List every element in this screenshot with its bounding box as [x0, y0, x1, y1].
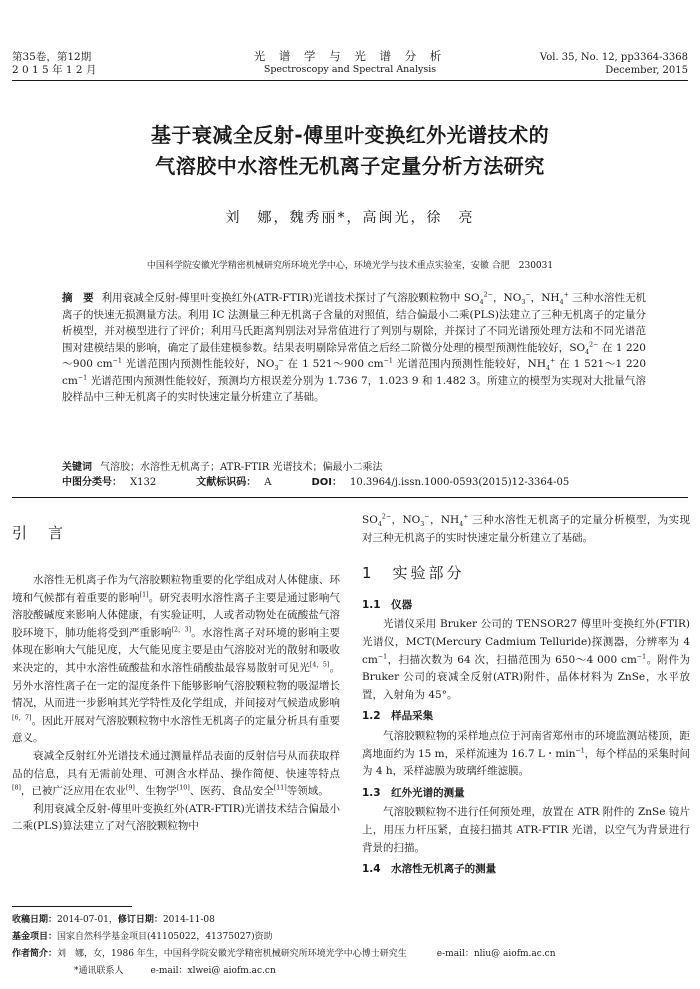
issue-date: 2 0 1 5 年 1 2 月: [12, 64, 97, 76]
volume-issue: 第35卷，第12期: [12, 51, 92, 63]
funding: 基金项目：国家自然科学基金项目(41105022，41375027)资助: [12, 932, 273, 942]
classification: 中图分类号： X132 文献标识码： A DOI： 10.3964/j.issn.1000-0593(2015)12-3364-05: [62, 477, 570, 488]
section-1-3-text: 气溶胶颗粒物不进行任何预处理，放置在 ATR 附件的 ZnSe 镜片上，用压力杆压紧，直接扫描其 ATR-FTIR 光谱，以空气为背景进行背景的扫描。: [362, 806, 690, 854]
volume-pages: Vol. 35, No. 12, pp3364-3368: [539, 52, 688, 63]
keywords: 关键词 气溶胶；水溶性无机离子；ATR-FTIR 光谱技术；偏最小二乘法: [62, 462, 383, 473]
right-column: [362, 512, 690, 881]
section-1-4-heading: 1.4 水溶性无机离子的测量: [362, 863, 497, 876]
intro-paragraph-1: 水溶性无机离子作为气溶胶颗粒物重要的化学组成对人体健康、环境和气候都有着重要的影响[1]。研究表明水溶性离子主要是通过影响气溶胶酸碱度来影响人体健康，有实验证明，人或者动物处在硫酸盐气溶胶环境下，肺功能将受到严重影响[2，3]。水溶性离子对环境的影响主要体现在影响大气能见度，大气能见度主要是由气溶胶对光的散射和吸收来决定的，其中水溶性硫酸盐和水溶性硝酸盐最容易散射可见光[4，5]。另外水溶性离子在一定的湿度条件下能够影响气溶胶颗粒物的吸湿增长情况，从而进一步影响其光学特性及化学组成，并间接对气候造成影响[6，7]。因此开展对气溶胶颗粒物中水溶性无机离子的定量分析具有重要意义。: [12, 574, 341, 745]
intro-heading: 引 言: [12, 524, 67, 542]
header-rule: [12, 80, 688, 81]
section-1-1-heading: 1.1 仪器: [362, 598, 413, 611]
intro-paragraph-3: 利用衰减全反射-傅里叶变换红外(ATR-FTIR)光谱技术结合偏最小二乘(PLS)算法建立了对气溶胶颗粒物中: [12, 802, 340, 833]
corresponding-author: *通讯联系人 e-mail：xlwei@ aiofm.ac.cn: [74, 966, 276, 976]
section-1-heading: 1 实验部分: [362, 564, 465, 583]
doi[interactable]: 10.3964/j.issn.1000-0593(2015)12-3364-05: [349, 477, 570, 488]
journal-pages-info: [508, 51, 688, 77]
abstract-rule: [12, 497, 688, 498]
keywords-block: [62, 460, 646, 490]
intro-body: [12, 572, 340, 836]
intro-paragraph-2: 衰减全反射红外光谱技术通过测量样品表面的反射信号从而获取样品的信息，具有无需前处理、可测含水样品、操作简便、快速等特点[8]，已被广泛应用在农业[9]、生物学[10]、医药、食品安全[11]等领域。: [12, 749, 340, 798]
section-1-1-text: 光谱仪采用 Bruker 公司的 TENSOR27 傅里叶变换红外(FTIR)光谱仪，MCT(Mercury Cadmium Telluride)探测器，分辨率为 4 $cm^{-1}$，扫描次数为 64 次，扫描范围为 650～4 000 $cm^{-1}$。附件为 Bruker 公司的衰减全反射(ATR)附件，晶体材料为 ZnSe，水平放置，入射角为 45°。: [362, 618, 690, 701]
abstract: 摘 要 利用衰减全反射-傅里叶变换红外(ATR-FTIR)光谱技术探讨了气溶胶颗粒物中 $SO_4^{2-}$，$NO_3^-$，$NH_4^+$ 三种水溶性无机离子的快速无损测量方法。利用 IC 法测量三种无机离子含量的对照值，结合偏最小二乘(PLS)法建立了三种无机离子的定量分析模型，并对模型进行了评价；利用马氏距离判别法对异常值进行了判别与剔除，并探讨了不同光谱预处理方法和不同光谱范围对建模结果的影响，确定了最佳建模参数。结果表明剔除异常值之后经二阶微分处理的模型预测性能较好，$SO_4^{2-}$ 在 1 220～900 $cm^{-1}$ 光谱范围内预测性能较好，$NO_3^-$ 在 1 521～900 $cm^{-1}$ 光谱范围内预测性能较好，$NH_4^+$ 在 1 521～1 220 $cm^{-1}$ 光谱范围内预测性能较好，预测均方根误差分别为 1.736 7，1.023 9 和 1.482 3。所建立的模型为实现对大批量气溶胶样品中三种无机离子的实时快速定量分析建立了基础。: [62, 291, 647, 403]
affiliation: 中国科学院安徽光学精密机械研究所环境光学中心，环境光学与技术重点实验室，安徽 合肥 230031: [146, 261, 554, 271]
journal-name-cn: 光 谱 学 与 光 谱 分 析: [253, 49, 447, 63]
paper-title: [60, 120, 640, 182]
footnote-rule: [12, 906, 132, 907]
footnotes: [12, 912, 688, 980]
journal-name-en: Spectroscopy and Spectral Analysis: [263, 64, 437, 75]
abstract-label: 摘 要: [62, 292, 94, 304]
received-date: 收稿日期：2014-07-01，修订日期：2014-11-08: [12, 915, 215, 925]
section-1-2-heading: 1.2 样品采集: [362, 710, 434, 723]
title-line-1: 基于衰减全反射-傅里叶变换红外光谱技术的: [150, 123, 550, 147]
intro-continuation: $SO_4^{2-}$，$NO_3^-$，$NH_4^+$ 三种水溶性无机离子的定量分析模型，为实现对三种无机离子的实时快速定量分析建立了基础。: [362, 513, 691, 544]
author-bio: 作者简介：刘 娜，女，1986 年生，中国科学院安徽光学精密机械研究所环境光学中心博士研究生 e-mail：nliu@ aiofm.ac.cn: [12, 949, 556, 959]
journal-volume-info: [12, 51, 122, 77]
journal-name: [210, 50, 490, 76]
section-1-2-text: 气溶胶颗粒物的采样地点位于河南省郑州市的环境监测站楼顶，距离地面约为 15 m，采样流速为 16.7 L・$\min^{-1}$，每个样品的采集时间为 4 h，采样滤膜为玻璃纤维滤膜。: [362, 729, 690, 778]
author-list: 刘 娜，魏秀丽*，高闽光，徐 亮: [225, 210, 475, 226]
author-email[interactable]: e-mail：nliu@ aiofm.ac.cn: [436, 949, 556, 959]
section-1-3-heading: 1.3 红外光谱的测量: [362, 786, 465, 799]
title-line-2: 气溶胶中水溶性无机离子定量分析方法研究: [155, 154, 545, 178]
publication-month: December, 2015: [605, 65, 688, 76]
